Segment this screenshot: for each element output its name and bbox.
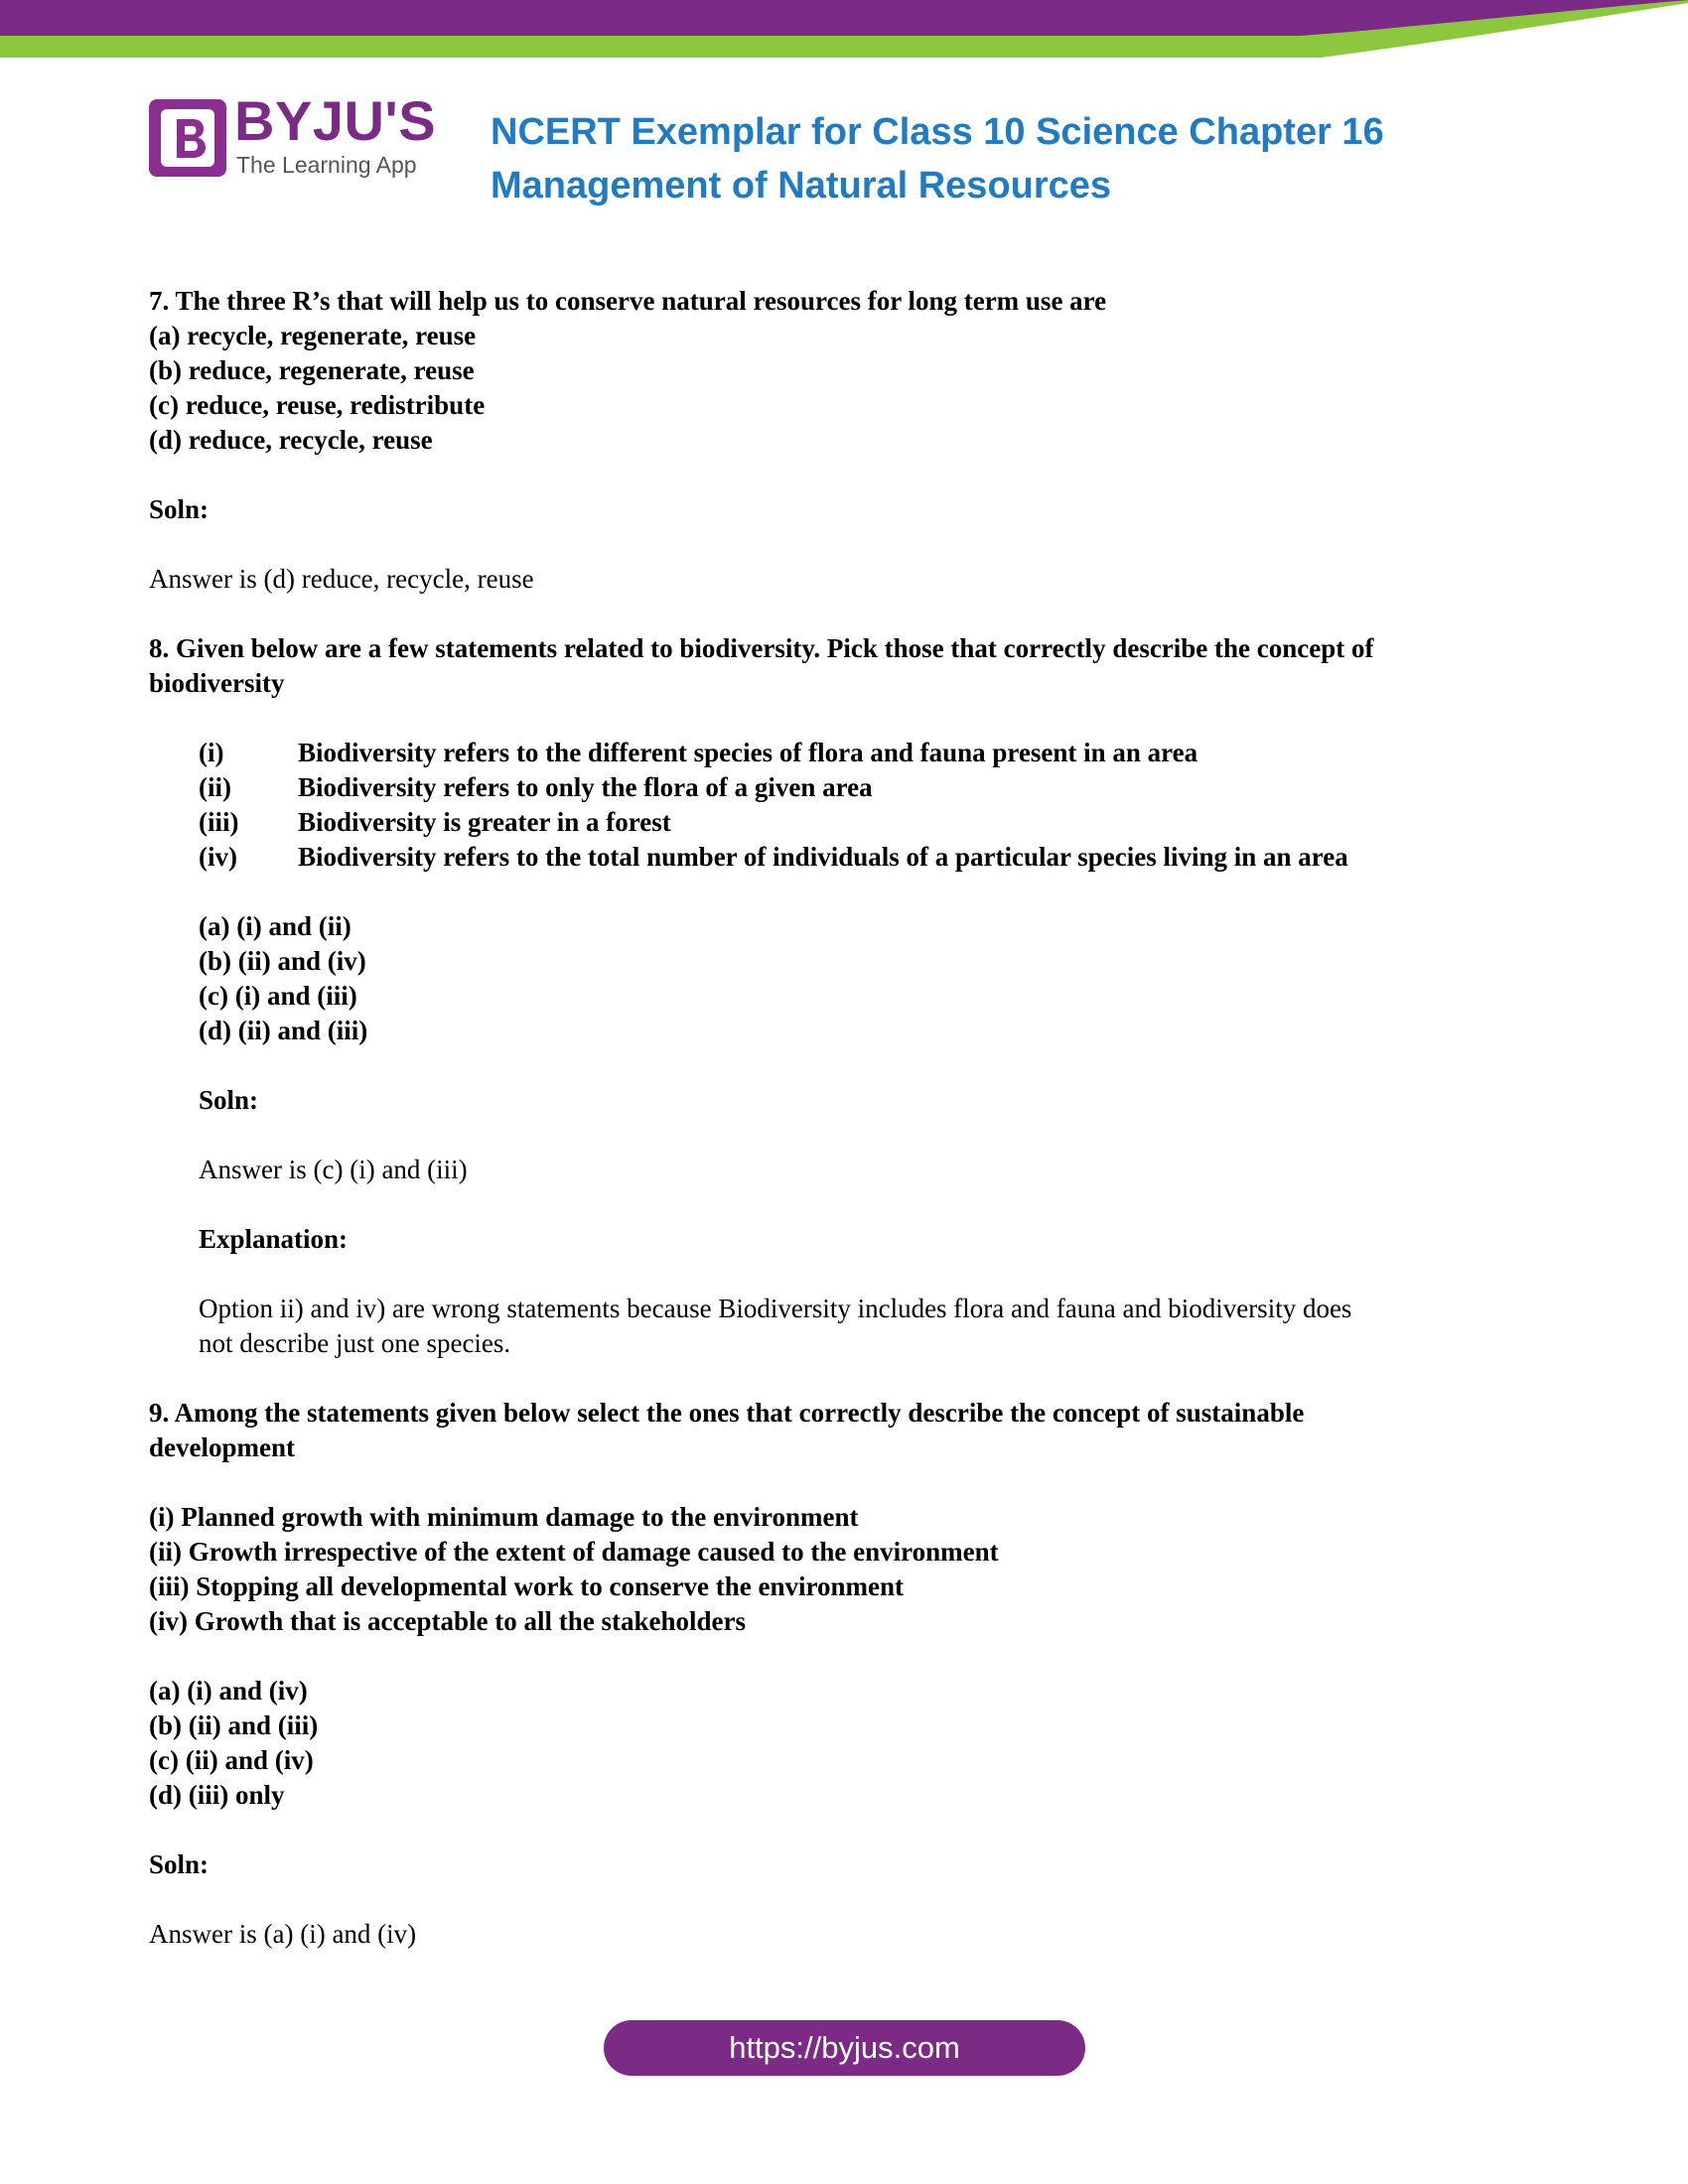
question-9 (149, 1396, 1549, 1952)
q9-statement: (ii) Growth irrespective of the extent of damage caused to the environment (149, 1537, 999, 1567)
q9-soln-label: Soln: (149, 1849, 210, 1879)
q7-answer: Answer is (d) reduce, recycle, reuse (149, 564, 534, 594)
q8-option-c: (c) (i) and (iii) (199, 981, 357, 1011)
q8-statement (199, 840, 1549, 875)
q8-statement-text: Biodiversity refers to the different species of flora and fauna present in an area (298, 738, 1198, 767)
q9-option-a: (a) (i) and (iv) (149, 1676, 308, 1706)
q8-option-b: (b) (ii) and (iv) (199, 946, 366, 976)
q9-option-b: (b) (ii) and (iii) (149, 1710, 319, 1740)
q8-explanation-line-1: Option ii) and iv) are wrong statements because Biodiversity includes flora and fauna and biodiversity does (199, 1294, 1352, 1323)
document-title (491, 105, 1384, 212)
q9-statement: (i) Planned growth with minimum damage to the environment (149, 1502, 859, 1532)
q7-option-d: (d) reduce, recycle, reuse (149, 425, 433, 455)
question-7 (149, 284, 1549, 597)
q8-statement (199, 770, 1549, 805)
document-body (149, 284, 1549, 1952)
top-decorative-band (0, 0, 1688, 62)
q8-statement (199, 805, 1549, 840)
q9-statement: (iv) Growth that is acceptable to all the stakeholders (149, 1606, 746, 1636)
q9-option-c: (c) (ii) and (iv) (149, 1745, 314, 1775)
question-8 (149, 631, 1549, 1361)
q8-statement-text: Biodiversity refers to only the flora of a given area (298, 772, 873, 802)
q8-statement-number: (i) (199, 738, 224, 767)
q8-explanation-line-2: not describe just one species. (199, 1328, 511, 1358)
question-9-text-line-1: 9. Among the statements given below select the ones that correctly describe the concept of sustainable (149, 1398, 1305, 1428)
question-8-text-line-2: biodiversity (149, 668, 285, 698)
q8-statement-list (149, 736, 1549, 875)
logo-name: BYJU'S (234, 89, 437, 152)
title-line-2: Management of Natural Resources (491, 165, 1112, 206)
q8-statement (199, 736, 1549, 770)
q7-option-c: (c) reduce, reuse, redistribute (149, 390, 486, 420)
q8-statement-text: Biodiversity is greater in a forest (298, 807, 671, 837)
q8-answer-block (149, 909, 1549, 1361)
logo-tagline: The Learning App (236, 152, 417, 178)
q8-option-d: (d) (ii) and (iii) (199, 1016, 368, 1045)
q8-statement-text: Biodiversity refers to the total number of individuals of a particular species living in an area (298, 842, 1348, 872)
title-line-1: NCERT Exemplar for Class 10 Science Chapter 16 (491, 111, 1384, 153)
question-8-text-line-1: 8. Given below are a few statements related to biodiversity. Pick those that correctly describe the concept of (149, 633, 1374, 663)
q8-answer: Answer is (c) (i) and (iii) (199, 1155, 468, 1184)
footer-url-link[interactable]: https://byjus.com (604, 2020, 1085, 2076)
q8-statement-number: (iv) (199, 842, 237, 872)
page-header (149, 89, 1539, 206)
q7-soln-label: Soln: (149, 494, 210, 524)
q8-option-a: (a) (i) and (ii) (199, 911, 352, 941)
q8-statement-number: (ii) (199, 772, 231, 802)
question-7-text: 7. The three R’s that will help us to conserve natural resources for long term use are (149, 286, 1107, 316)
q8-soln-label: Soln: (199, 1085, 259, 1115)
logo-b-icon (149, 99, 226, 177)
q9-answer: Answer is (a) (i) and (iv) (149, 1919, 417, 1949)
q8-statement-number: (iii) (199, 807, 239, 837)
byjus-logo (149, 89, 437, 185)
q8-explanation-label: Explanation: (199, 1224, 349, 1254)
q9-option-d: (d) (iii) only (149, 1780, 285, 1810)
question-9-text-line-2: development (149, 1433, 295, 1462)
q9-statement: (iii) Stopping all developmental work to conserve the environment (149, 1571, 904, 1601)
q7-option-a: (a) recycle, regenerate, reuse (149, 321, 477, 350)
q7-option-b: (b) reduce, regenerate, reuse (149, 355, 475, 385)
